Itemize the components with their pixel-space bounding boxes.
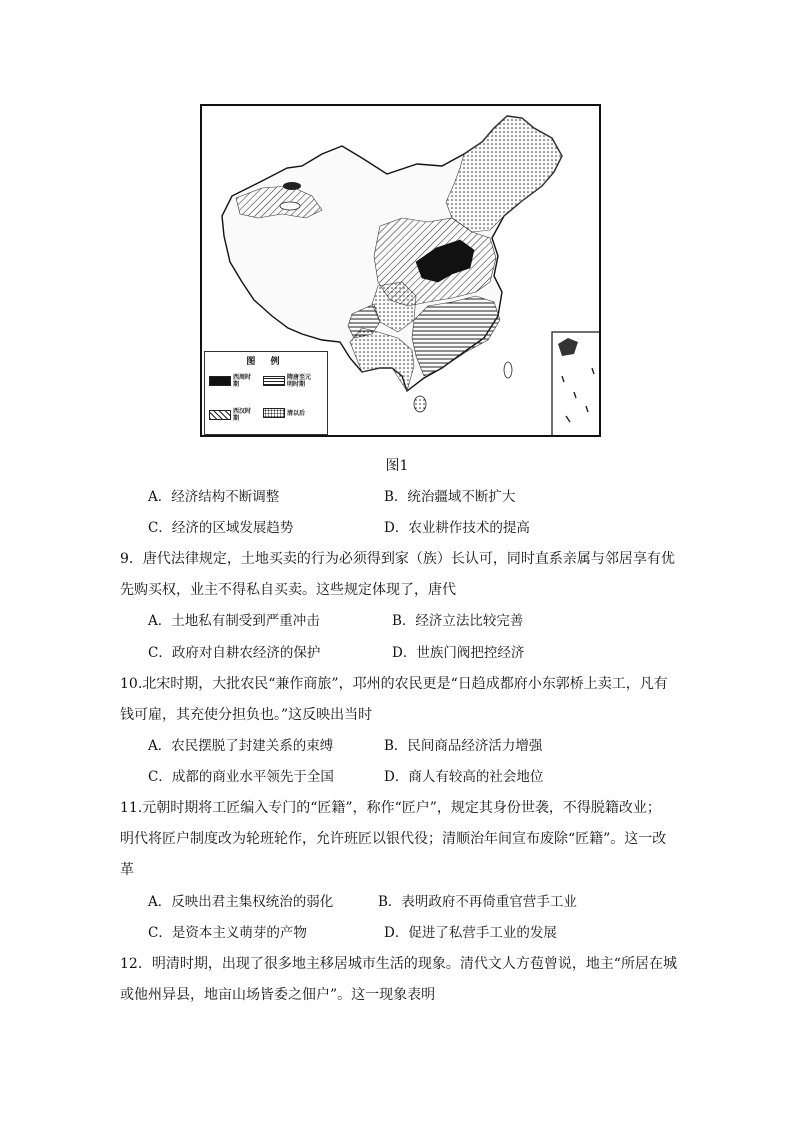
legend-title: 图 例: [246, 357, 286, 367]
legend-swatch-dots: [263, 408, 285, 418]
q11-stem-line2: 明代将匠户制度改为轮班轮作，允许班匠以银代役；清顺治年间宣布废除“匠籍”。这一改: [120, 831, 667, 847]
q12-stem-line1: 12．明清时期，出现了很多地主移居城市生活的现象。清代文人方苞曾说，地主“所居在城: [120, 956, 677, 972]
q10-stem-line1: 10.北宋时期，大批农民“兼作商旅”，邛州的农民更是“日趋成都府小东郭桥上卖工，凡有: [120, 676, 668, 692]
q10-stem-line2: 钱可雇，其充使分担负也。”这反映出当时: [120, 707, 373, 723]
lake-shape: [280, 202, 300, 210]
map-figure: [200, 104, 601, 437]
q9-option-b[interactable]: B．经济立法比较完善: [392, 613, 524, 629]
q11-option-b[interactable]: B．表明政府不再倚重官营手工业: [378, 894, 577, 910]
q11-option-c[interactable]: C．是资本主义萌芽的产物: [148, 925, 307, 941]
q8-option-d[interactable]: D．农业耕作技术的提高: [384, 520, 530, 536]
q9-stem-line1: 9．唐代法律规定，土地买卖的行为必须得到家（族）长认可，同时直系亲属与邻居享有优: [120, 551, 675, 567]
q10-option-d[interactable]: D．商人有较高的社会地位: [384, 769, 544, 785]
q10-option-a[interactable]: A．农民摆脱了封建关系的束缚: [148, 738, 334, 754]
q11-option-a[interactable]: A．反映出君主集权统治的弱化: [148, 894, 334, 910]
q10-option-b[interactable]: B．民间商品经济活力增强: [384, 738, 543, 754]
legend-label: 清以后: [287, 409, 306, 417]
legend-label: 西汉时期: [233, 408, 252, 422]
legend-swatch-black: [209, 376, 231, 386]
q11-stem-line1: 11.元朝时期将工匠编入专门的“匠籍”，称作“匠户”，规定其身份世袭，不得脱籍改业；: [120, 800, 661, 816]
q9-option-d[interactable]: D．世族门阀把控经济: [392, 645, 525, 661]
q9-option-a[interactable]: A．土地私有制受到严重冲击: [148, 613, 320, 629]
taiwan-island: [504, 362, 512, 378]
legend-label: 隋唐至元明时期: [287, 374, 312, 388]
hainan-island: [414, 396, 426, 412]
q10-option-c[interactable]: C．成都的商业水平领先于全国: [148, 769, 334, 785]
q11-option-d[interactable]: D．促进了私营手工业的发展: [384, 925, 557, 941]
figure-caption: 图1: [385, 458, 409, 474]
q11-stem-line3: 革: [120, 862, 134, 878]
q9-stem-line2: 先购买权，业主不得私自买卖。这些规定体现了，唐代: [120, 582, 456, 598]
q8-option-a[interactable]: A．经济结构不断调整: [148, 489, 280, 505]
legend-label: 西周时期: [233, 374, 252, 388]
legend-item-suitang: [263, 374, 313, 388]
legend-item-western-zhou: [209, 374, 255, 388]
lake-shape: [283, 182, 301, 190]
q12-stem-line2: 或他州异县，地亩山场皆委之佃户”。这一现象表明: [120, 987, 436, 1003]
legend-swatch-horizontal: [263, 376, 285, 386]
legend-item-western-han: [209, 408, 255, 422]
q8-option-c[interactable]: C．经济的区域发展趋势: [148, 520, 294, 536]
q8-option-b[interactable]: B．统治疆域不断扩大: [384, 489, 516, 505]
q9-option-c[interactable]: C．政府对自耕农经济的保护: [148, 645, 321, 661]
legend-item-qing: [263, 408, 317, 418]
legend-swatch-diagonal: [209, 410, 231, 420]
map-legend: [204, 351, 328, 435]
